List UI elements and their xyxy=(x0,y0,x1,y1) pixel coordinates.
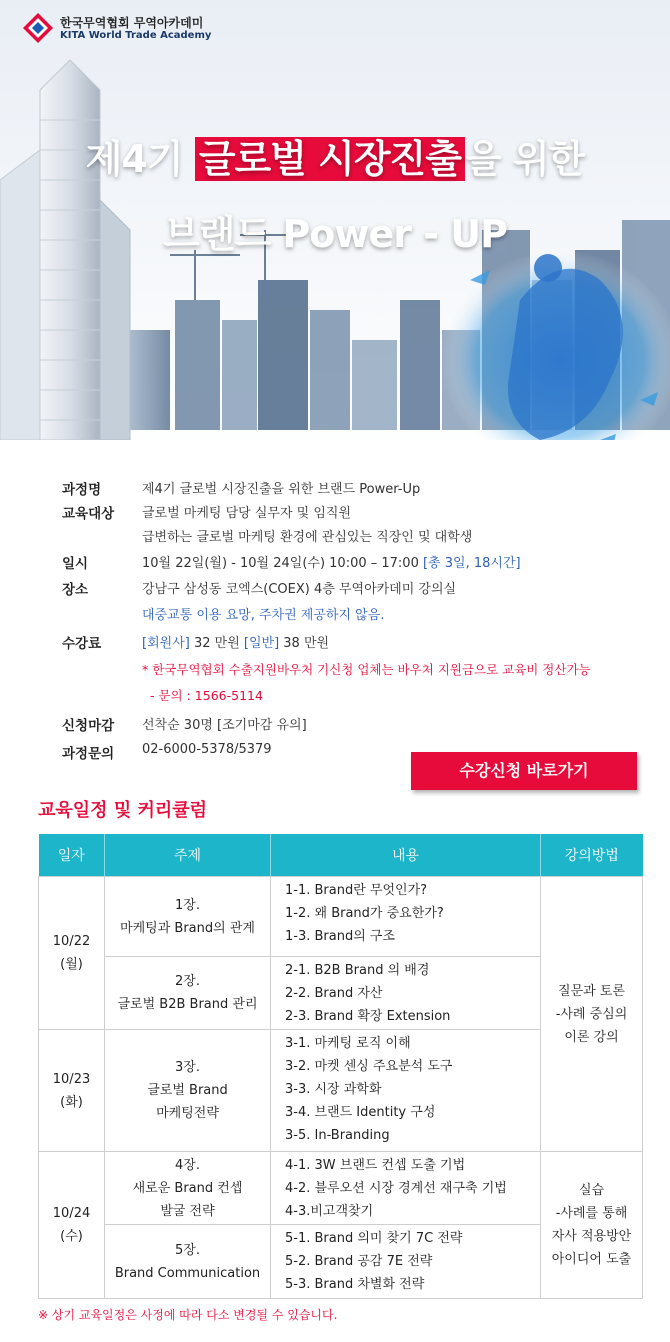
topic-cell xyxy=(105,877,271,957)
hero-title-line2: 브랜드 Power - UP xyxy=(163,212,507,256)
table-row xyxy=(39,877,643,957)
contact-value: 02-6000-5378/5379 xyxy=(142,742,272,757)
chapter-number: 2장. xyxy=(175,974,200,989)
content-item: 5-1. Brand 의미 찾기 7C 전략 xyxy=(285,1231,463,1246)
header-date: 일자 xyxy=(39,834,105,877)
place-value: 강남구 삼성동 코엑스(COEX) 4층 무역아카데미 강의실 xyxy=(142,582,457,597)
content-cell xyxy=(271,1152,541,1225)
content-item: 2-1. B2B Brand 의 배경 xyxy=(285,963,430,978)
course-label: 과정명 xyxy=(62,482,102,498)
chapter-topic: 글로벌 B2B Brand 관리 xyxy=(117,997,258,1012)
day-date: 10/24 xyxy=(52,1206,91,1221)
chapter-topic: 마케팅과 Brand의 관계 xyxy=(120,920,255,936)
chapter-topic: Brand Communication xyxy=(114,1265,261,1281)
day-cell xyxy=(39,877,105,1030)
method-line: 질문과 토론 xyxy=(558,983,625,999)
target-value-2: 급변하는 글로벌 마케팅 환경에 관심있는 직장인 및 대학생 xyxy=(142,530,473,545)
target-value-1: 글로벌 마케팅 담당 실무자 및 임직원 xyxy=(142,506,352,521)
curriculum-table xyxy=(38,834,643,1299)
content-item: 3-4. 브랜드 Identity 구성 xyxy=(285,1105,436,1120)
method-line: 실습 xyxy=(578,1183,605,1198)
fee-member-tag: [회원사] xyxy=(142,636,190,651)
content-item: 1-1. Brand란 무엇인가? xyxy=(285,883,428,898)
table-row xyxy=(39,1152,643,1225)
fee-member-value: 32 만원 xyxy=(189,636,244,651)
chapter-number: 4장. xyxy=(175,1157,200,1173)
content-item: 5-3. Brand 차별화 전략 xyxy=(285,1277,425,1292)
content-cell xyxy=(271,1030,541,1152)
topic-cell xyxy=(105,1152,271,1225)
contact-label: 과정문의 xyxy=(62,746,115,762)
content-item: 4-3.비고객찾기 xyxy=(285,1204,374,1219)
apply-button[interactable]: 수강신청 바로가기 xyxy=(411,752,637,790)
fee-general-value: 38 만원 xyxy=(279,636,330,651)
method-cell xyxy=(541,877,643,1152)
date-value: 10월 22일(월) - 10월 24일(수) 10:00 – 17:00 xyxy=(142,556,423,571)
table-header-row xyxy=(39,834,643,877)
fee-label: 수강료 xyxy=(62,636,102,652)
method-line: 자사 적용방안 xyxy=(551,1229,632,1244)
method-line: -사례 중심의 xyxy=(555,1006,628,1022)
fee-value-group xyxy=(142,632,329,651)
deadline-label: 신청마감 xyxy=(62,718,115,734)
content-cell xyxy=(271,1225,541,1299)
course-value: 제4기 글로벌 시장진출을 위한 브랜드 Power-Up xyxy=(142,482,421,497)
content-item: 1-3. Brand의 구조 xyxy=(285,929,396,944)
content-cell xyxy=(271,877,541,957)
content-item: 2-3. Brand 확장 Extension xyxy=(285,1009,451,1024)
chapter-number: 5장. xyxy=(175,1242,200,1258)
deadline-value: 선착순 30명 [조기마감 유의] xyxy=(142,718,307,733)
topic-cell xyxy=(105,1030,271,1152)
content-item: 3-2. 마켓 센싱 주요분석 도구 xyxy=(285,1059,453,1074)
day-cell xyxy=(39,1030,105,1152)
content-item: 2-2. Brand 자산 xyxy=(285,986,383,1001)
chapter-topic: 새로운 Brand 컨셉 xyxy=(132,1180,243,1196)
day-cell xyxy=(39,1152,105,1299)
chapter-topic-2: 발굴 전략 xyxy=(160,1203,215,1219)
date-value-group xyxy=(142,552,521,571)
content-item: 1-2. 왜 Brand가 중요한가? xyxy=(285,906,444,921)
date-total: [총 3일, 18시간] xyxy=(422,556,521,571)
topic-cell xyxy=(105,957,271,1030)
hero-title-prefix: 제4기 xyxy=(85,137,195,181)
place-label: 장소 xyxy=(62,582,89,598)
chapter-topic-2: 마케팅전략 xyxy=(156,1106,219,1121)
fee-note-2: - 문의 : 1566-5114 xyxy=(150,688,263,703)
chapter-topic: 글로벌 Brand xyxy=(147,1083,228,1098)
method-line: -사례를 통해 xyxy=(555,1206,628,1221)
header-content: 내용 xyxy=(271,834,541,877)
content-item: 5-2. Brand 공감 7E 전략 xyxy=(285,1254,433,1269)
hero-title-line1 xyxy=(0,128,670,183)
hero-title-highlight: 글로벌 시장진출 xyxy=(195,137,465,181)
topic-cell xyxy=(105,1225,271,1299)
content-item: 3-5. In-Branding xyxy=(285,1128,390,1143)
fee-general-tag: [일반] xyxy=(243,636,280,651)
hero-banner xyxy=(0,0,670,470)
content-cell xyxy=(271,957,541,1030)
chapter-number: 3장. xyxy=(175,1060,200,1075)
content-item: 3-3. 시장 과학화 xyxy=(285,1082,382,1097)
day-date: 10/22 xyxy=(52,934,91,949)
method-line: 아이디어 도출 xyxy=(551,1252,632,1267)
schedule-change-note: ※ 상기 교육일정은 사정에 따라 다소 변경될 수 있습니다. xyxy=(38,1308,338,1322)
content-item: 4-2. 블루오션 시장 경계선 재구축 기법 xyxy=(285,1181,507,1196)
fee-note-1: * 한국무역협회 수출지원바우처 기신청 업체는 바우처 지원금으로 교육비 정산가능 xyxy=(142,662,591,677)
content-item: 3-1. 마케팅 로직 이해 xyxy=(285,1036,411,1051)
day-weekday: (수) xyxy=(60,1229,83,1244)
method-cell xyxy=(541,1152,643,1299)
content-item: 4-1. 3W 브랜드 컨셉 도출 기법 xyxy=(285,1158,466,1173)
place-note: 대중교통 이용 요망, 주차권 제공하지 않음. xyxy=(142,608,385,623)
date-label: 일시 xyxy=(62,556,89,572)
target-label: 교육대상 xyxy=(62,506,115,522)
header-method: 강의방법 xyxy=(541,834,643,877)
curriculum-title: 교육일정 및 커리큘럼 xyxy=(38,800,208,821)
logo-korean-name: 한국무역협회 무역아카데미 xyxy=(60,16,204,30)
method-line: 이론 강의 xyxy=(564,1029,619,1045)
hero-title-suffix: 을 위한 xyxy=(464,137,585,181)
chapter-number: 1장. xyxy=(175,897,200,913)
logo-english-name: KITA World Trade Academy xyxy=(60,30,212,41)
day-weekday: (화) xyxy=(60,1094,83,1110)
header-topic: 주제 xyxy=(105,834,271,877)
day-date: 10/23 xyxy=(52,1071,91,1087)
kita-logo-icon xyxy=(22,12,54,44)
day-weekday: (월) xyxy=(60,957,83,972)
